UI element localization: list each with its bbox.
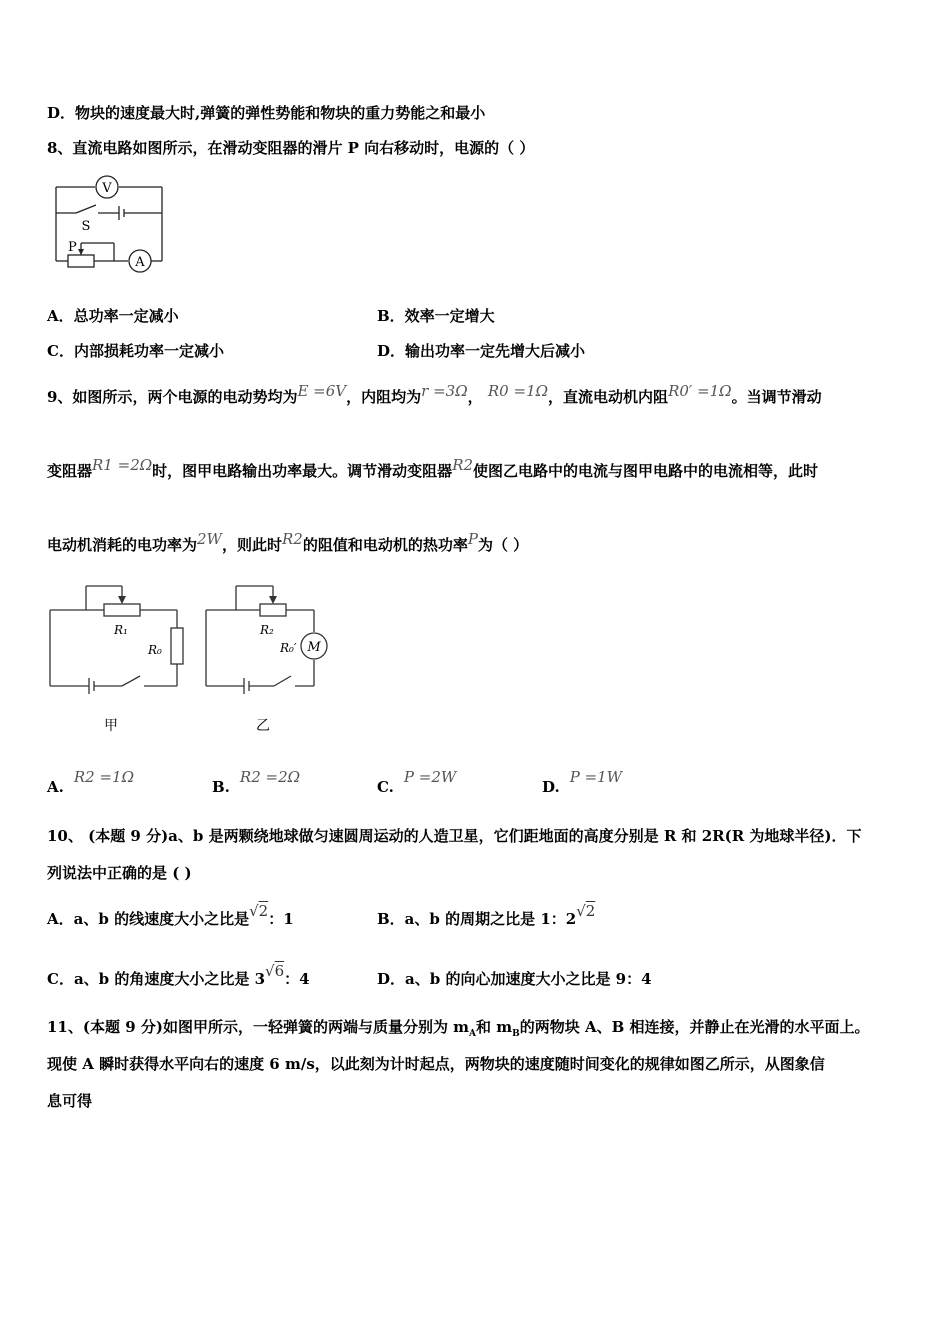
q7-option-d: D．物块的速度最大时,弹簧的弹性势能和物块的重力势能之和最小 xyxy=(47,104,486,122)
q8-stem: 8、直流电路如图所示，在滑动变阻器的滑片 P 向右移动时，电源的（ ） xyxy=(47,139,535,157)
voltmeter-label: V xyxy=(102,181,112,196)
q10-line-2: 列说法中正确的是 ( ) xyxy=(47,864,192,882)
q9-line-1: 9、如图所示，两个电源的电动势均为E =6V，内阻均为r =3Ω， R0 =1Ω，直流电动机内阻R0′ =1Ω。当调节滑动 xyxy=(47,382,822,406)
q9-option-d: D.P =1W xyxy=(542,768,623,796)
slider-arrow-icon xyxy=(78,249,84,255)
jia-r0-label: R₀ xyxy=(148,643,162,657)
slider-arrow-icon xyxy=(269,596,277,604)
q9-line-2: 变阻器R1 =2Ω时，图甲电路输出功率最大。调节滑动变阻器R2使图乙电路中的电流与图甲电路中的电流相等，此时 xyxy=(47,456,819,480)
yi-label: 乙 xyxy=(256,718,270,734)
ammeter-label: A xyxy=(135,255,145,270)
slider-label: P xyxy=(68,240,77,255)
slider-arrow-icon xyxy=(118,596,126,604)
motor-label: M xyxy=(307,640,321,655)
q10-line-1: 10、 (本题 9 分)a、b 是两颗绕地球做匀速圆周运动的人造卫星，它们距地面的高度分别是 R 和 2R(R 为地球半径)．下 xyxy=(47,827,862,845)
q8-option-c: C．内部损耗功率一定减小 xyxy=(47,342,224,360)
q8-circuit-figure xyxy=(46,173,176,273)
q8-option-b: B．效率一定增大 xyxy=(377,307,495,325)
q11-line-1: 11、(本题 9 分)如图甲所示，一轻弹簧的两端与质量分别为 $m_A$和 $m_B$的两物块 A、B 相连接，并静止在光滑的水平面上。 xyxy=(47,1018,870,1039)
q9-option-a: A.R2 =1Ω xyxy=(47,768,135,796)
q11-line-3: 息可得 xyxy=(47,1092,93,1110)
q10-option-b: B．a、b 的周期之比是 1：2√2 xyxy=(377,902,596,928)
jia-label: 甲 xyxy=(104,718,118,734)
q8-option-a: A．总功率一定减小 xyxy=(47,307,179,325)
q9-circuits-figure xyxy=(44,580,344,740)
switch-label: S xyxy=(81,219,91,234)
q10-option-d: D．a、b 的向心加速度大小之比是 9：4 xyxy=(377,970,652,988)
q9-line-3: 电动机消耗的电功率为2W，则此时R2的阻值和电动机的热功率P为（ ） xyxy=(47,530,529,554)
q9-option-c: C.P =2W xyxy=(377,768,457,796)
q11-line-2: 现使 A 瞬时获得水平向右的速度 6 m/s，以此刻为计时起点，两物块的速度随时间变化的规律如图乙所示，从图象信 xyxy=(47,1055,825,1073)
q9-option-b: B.R2 =2Ω xyxy=(212,768,301,796)
yi-r0p-label: R₀′ xyxy=(280,641,297,655)
q10-option-c: C．a、b 的角速度大小之比是 3√6：4 xyxy=(47,962,310,988)
q8-option-d: D．输出功率一定先增大后减小 xyxy=(377,342,586,360)
jia-r1-label: R₁ xyxy=(114,623,128,637)
q10-option-a: A．a、b 的线速度大小之比是√2：1 xyxy=(47,902,294,928)
yi-r2-label: R₂ xyxy=(260,623,274,637)
